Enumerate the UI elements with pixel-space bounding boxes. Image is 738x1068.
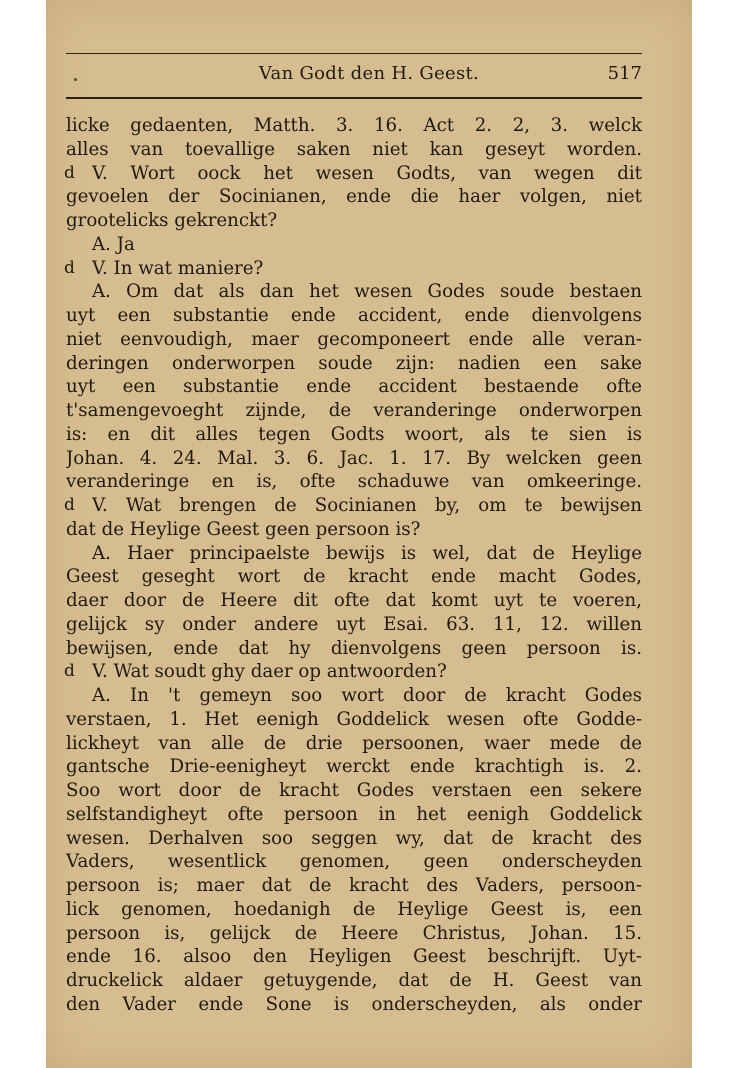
line-text: grootelicks gekrenckt?: [66, 210, 278, 231]
text-line: [66, 138, 642, 162]
text-line: [66, 447, 642, 471]
text-line: [66, 494, 642, 518]
line-text: selfstandigheyt ofte persoon in het eenigh Goddelick: [66, 803, 642, 825]
line-text: verstaen, 1. Het eenigh Goddelick wesen ofte Godde-: [66, 708, 642, 730]
line-text: bewijsen, ende dat hy dienvolgens geen persoon is.: [66, 637, 642, 659]
text-line: [66, 850, 642, 874]
line-text: persoon is; maer dat de kracht des Vaders, persoon-: [66, 875, 642, 896]
text-line: [66, 684, 642, 708]
text-line: [66, 423, 642, 447]
line-text: veranderinge en is, ofte schaduwe van omkeeringe.: [66, 471, 642, 493]
line-text: V. Wat brengen de Socinianen by, om te bewijsen: [92, 495, 642, 516]
margin-mark: d: [64, 661, 75, 682]
text-line: [66, 209, 642, 233]
text-line: [66, 542, 642, 566]
text-line: [66, 993, 642, 1017]
text-line: [66, 304, 642, 328]
text-line: [66, 518, 642, 542]
header-rule-top: [66, 53, 642, 54]
line-text: A. Haer principaelste bewijs is wel, dat de Heylige: [92, 542, 642, 564]
line-text: V. In wat maniere?: [92, 257, 264, 279]
line-text: niet eenvoudigh, maer gecomponeert ende alle veran-: [66, 328, 642, 350]
line-text: A. In 't gemeyn soo wort door de kracht Godes: [92, 685, 642, 706]
line-text: alles van toevallige saken niet kan geseyt worden.: [66, 138, 642, 160]
page-number: 517: [607, 63, 642, 84]
text-line: [66, 660, 642, 684]
text-line: [66, 185, 642, 209]
margin-mark: d: [64, 257, 75, 278]
margin-mark: d: [64, 162, 75, 183]
line-text: gevoelen der Socinianen, ende die haer volgen, niet: [66, 186, 642, 208]
text-line: [66, 589, 642, 613]
text-line: [66, 257, 642, 281]
text-line: [66, 637, 642, 661]
line-text: lickheyt van alle de drie persoonen, waer mede de: [66, 732, 642, 754]
text-line: [66, 708, 642, 732]
line-text: V. Wat soudt ghy daer op antwoorden?: [92, 661, 447, 683]
running-title: Van Godt den H. Geest.: [258, 63, 480, 84]
text-line: [66, 328, 642, 352]
line-text: dat de Heylige Geest geen persoon is?: [66, 518, 421, 540]
text-line: [66, 874, 642, 898]
text-line: [66, 114, 642, 138]
text-line: [66, 233, 642, 257]
line-text: Vaders, wesentlick genomen, geen onderscheyden: [66, 851, 642, 873]
line-text: A. Ja: [92, 233, 135, 255]
line-text: persoon is, gelijck de Heere Christus, Johan. 15.: [66, 922, 642, 944]
text-line: [66, 470, 642, 494]
text-line: [66, 399, 642, 423]
margin-mark: d: [64, 495, 75, 515]
text-line: [66, 779, 642, 803]
line-text: A. Om dat als dan het wesen Godes soude bestaen: [92, 281, 642, 303]
line-text: Soo wort door de kracht Godes verstaen een sekere: [66, 780, 642, 801]
text-line: [66, 827, 642, 851]
text-line: [66, 162, 642, 186]
line-text: gelijck sy onder andere uyt Esai. 63. 11, 12. willen: [66, 613, 642, 635]
line-text: uyt een substantie ende accident bestaende ofte: [66, 376, 642, 398]
text-line: [66, 898, 642, 922]
line-text: t'samengevoeght zijnde, de veranderinge onderworpen: [66, 400, 642, 421]
text-line: [66, 922, 642, 946]
line-text: druckelick aldaer getuygende, dat de H. Geest van: [66, 970, 642, 991]
line-text: lick genomen, hoedanigh de Heylige Geest is, een: [66, 898, 642, 920]
line-text: licke gedaenten, Matth. 3. 16. Act 2. 2, 3. welck: [66, 115, 642, 136]
line-text: Geest geseght wort de kracht ende macht Godes,: [66, 566, 642, 588]
text-line: [66, 945, 642, 969]
line-text: ende 16. alsoo den Heyligen Geest beschrijft. Uyt-: [66, 946, 642, 968]
text-line: [66, 755, 642, 779]
text-line: [66, 352, 642, 376]
text-line: [66, 732, 642, 756]
text-line: [66, 969, 642, 993]
line-text: deringen onderworpen soude zijn: nadien een sake: [66, 352, 642, 374]
line-text: den Vader ende Sone is onderscheyden, als onder: [66, 993, 642, 1015]
line-text: daer door de Heere dit ofte dat komt uyt te voeren,: [66, 590, 642, 611]
line-text: uyt een substantie ende accident, ende dienvolgens: [66, 305, 642, 326]
line-text: wesen. Derhalven soo seggen wy, dat de kracht des: [66, 827, 642, 849]
line-text: Johan. 4. 24. Mal. 3. 6. Jac. 1. 17. By welcken geen: [66, 447, 642, 469]
text-line: [66, 613, 642, 637]
line-text: is: en dit alles tegen Godts woort, als te sien is: [66, 423, 642, 445]
line-text: V. Wort oock het wesen Godts, van wegen dit: [92, 162, 642, 184]
line-text: gantsche Drie-eenigheyt werckt ende krachtigh is. 2.: [66, 756, 642, 778]
header-rule-bottom: [66, 97, 642, 99]
text-line: [66, 803, 642, 827]
body-text: [66, 114, 642, 1017]
text-line: [66, 375, 642, 399]
text-line: [66, 565, 642, 589]
text-line: [66, 280, 642, 304]
